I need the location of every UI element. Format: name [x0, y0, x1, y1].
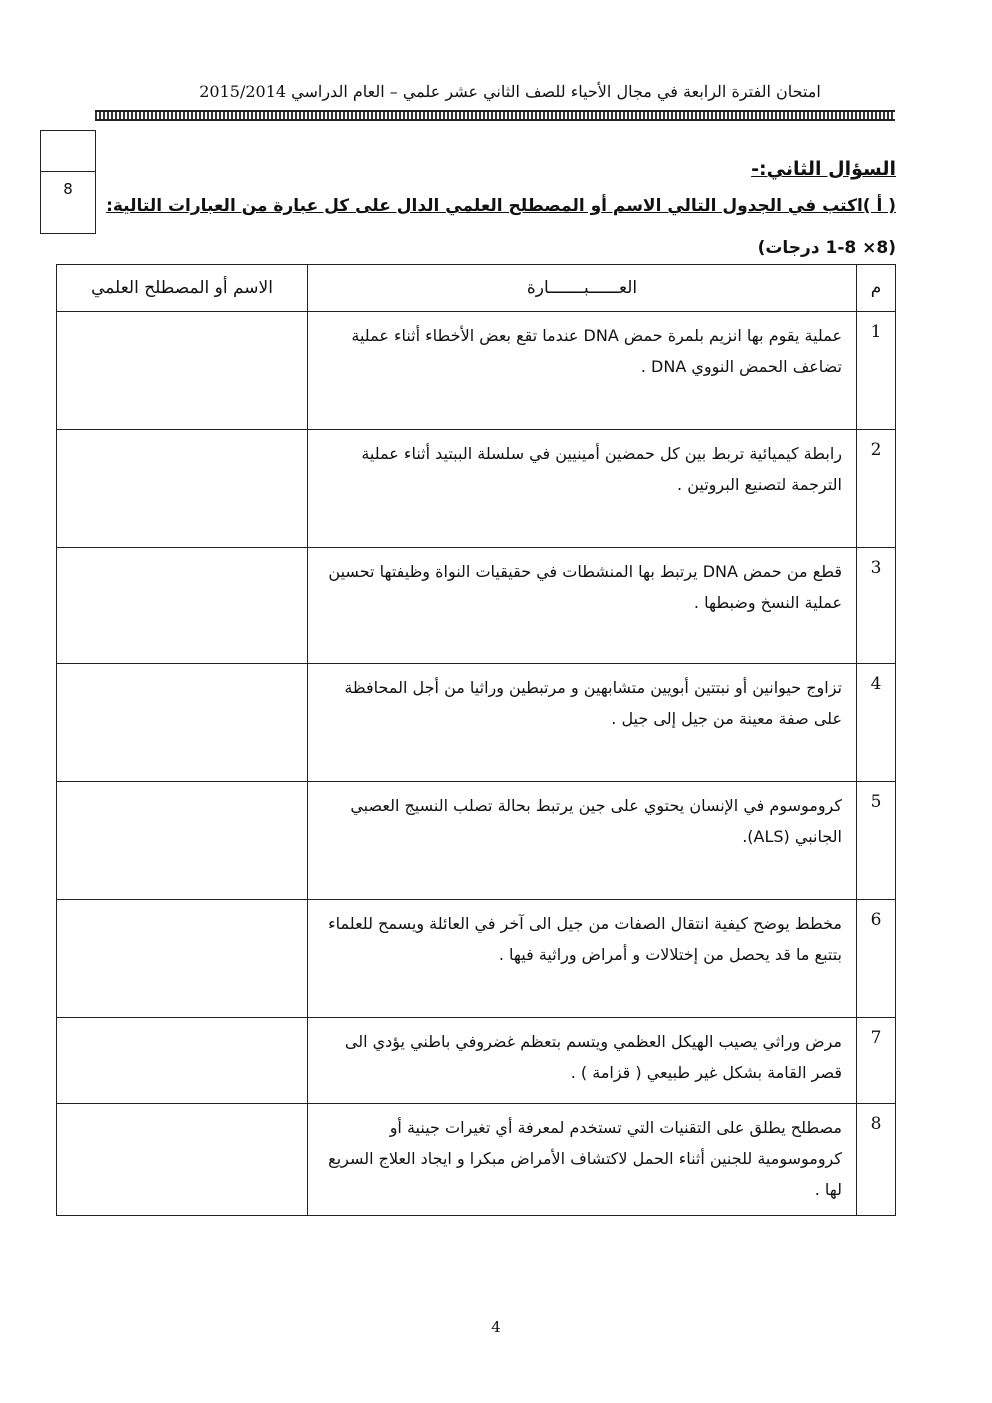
header-statement: العــــــبـــــــارة [308, 265, 857, 312]
answer-cell[interactable] [57, 312, 308, 430]
terms-table [56, 264, 896, 1216]
row-number: 6 [857, 900, 896, 1018]
table-row [57, 1104, 896, 1216]
table-row [57, 782, 896, 900]
row-number: 8 [857, 1104, 896, 1216]
row-statement: مرض وراثي يصيب الهيكل العظمي ويتسم بتعظم غضروفي باطني يؤدي الى قصر القامة بشكل غير طبيعي ( قزامة ) . [308, 1018, 857, 1104]
row-statement: تزاوج حيوانين أو نبتتين أبويين متشابهين و مرتبطين وراثيا من أجل المحافظة على صفة معينة من جيل إلى جيل . [308, 664, 857, 782]
table-row [57, 548, 896, 664]
answer-cell[interactable] [57, 1104, 308, 1216]
row-statement: مخطط يوضح كيفية انتقال الصفات من جيل الى آخر في العائلة ويسمح للعلماء بتتبع ما قد يحصل من إختلالات و أمراض وراثية فيها . [308, 900, 857, 1018]
row-statement: قطع من حمض DNA يرتبط بها المنشطات في حقيقيات النواة وظيفتها تحسين عملية النسخ وضبطها . [308, 548, 857, 664]
score-box-blank-cell [41, 131, 95, 172]
question-instruction: ( أ )اكتب في الجدول التالي الاسم أو المصطلح العلمي الدال على كل عبارة من العبارات التالية: [106, 196, 896, 216]
score-box [40, 130, 96, 234]
row-statement: رابطة كيميائية تربط بين كل حمضين أمينيين في سلسلة الببتيد أثناء عملية الترجمة لتصنيع البروتين . [308, 430, 857, 548]
score-box-value: 8 [63, 180, 73, 198]
answer-cell[interactable] [57, 900, 308, 1018]
row-number: 5 [857, 782, 896, 900]
answer-cell[interactable] [57, 430, 308, 548]
page-number: 4 [491, 1318, 501, 1336]
table-row [57, 312, 896, 430]
answer-cell[interactable] [57, 664, 308, 782]
table-row [57, 430, 896, 548]
question-marks: (8× 1-8 درجات) [757, 238, 896, 258]
table-header-row [57, 265, 896, 312]
answer-cell[interactable] [57, 782, 308, 900]
answer-cell[interactable] [57, 1018, 308, 1104]
row-statement: كروموسوم في الإنسان يحتوي على جين يرتبط بحالة تصلب النسيج العصبي الجانبي (ALS). [308, 782, 857, 900]
row-number: 7 [857, 1018, 896, 1104]
row-statement: مصطلح يطلق على التقنيات التي تستخدم لمعرفة أي تغيرات جينية أو كروموسومية للجنين أثناء الحمل لاكتشاف الأمراض مبكرا و ايجاد العلاج السريع لها . [308, 1104, 857, 1216]
row-number: 2 [857, 430, 896, 548]
table-row [57, 900, 896, 1018]
row-number: 3 [857, 548, 896, 664]
table-row [57, 1018, 896, 1104]
header-divider [95, 110, 895, 121]
question-title: السؤال الثاني:- [751, 158, 896, 180]
table-row [57, 664, 896, 782]
exam-header-title: امتحان الفترة الرابعة في مجال الأحياء للصف الثاني عشر علمي – العام الدراسي 2015/2014 [199, 82, 821, 101]
answer-cell[interactable] [57, 548, 308, 664]
row-number: 4 [857, 664, 896, 782]
header-term: الاسم أو المصطلح العلمي [57, 265, 308, 312]
header-num: م [857, 265, 896, 312]
row-number: 1 [857, 312, 896, 430]
row-statement: عملية يقوم بها انزيم بلمرة حمض DNA عندما تقع بعض الأخطاء أثناء عملية تضاعف الحمض النووي DNA . [308, 312, 857, 430]
